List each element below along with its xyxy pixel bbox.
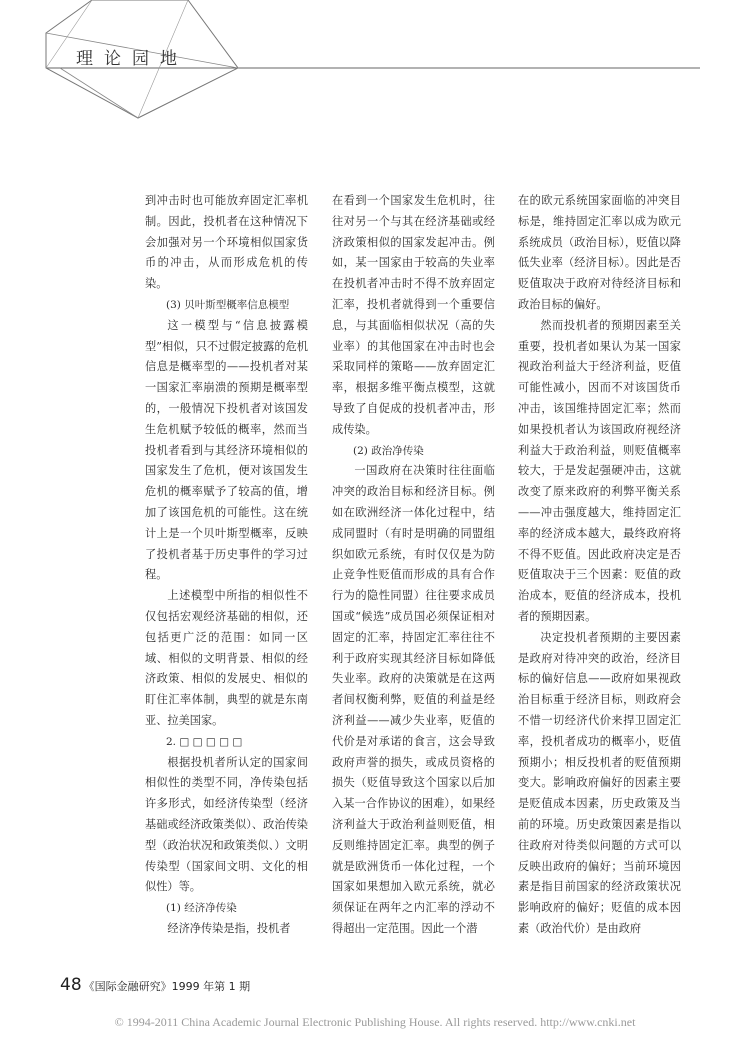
section-heading: 2. □ □ □ □ □ <box>166 735 243 748</box>
text-column-3 <box>518 191 681 940</box>
paragraph: 然而投机者的预期因素至关重要，投机者如果认为某一国家视政治利益大于经济利益，贬值可能性减小，因而不对该国货币冲击，该国维持固定汇率；然而如果投机者认为该国政府视经济利益大于政治利益，则贬值概率较大，于是发起强硬冲击，这就改变了原来政府的利弊平衡关系——冲击强度越大，维持固定汇率的经济成本越大，最终政府将不得不贬值。因此政府决定是否贬值取决于三个因素：贬值的政治成本，贬值的经济成本，投机者的预期因素。 <box>518 318 681 623</box>
paragraph: 上述模型中所指的相似性不仅包括宏观经济基础的相似，还包括更广泛的范围：如同一区域、相似的文明背景、相似的经济政策、相似的发展史、相似的盯住汇率体制，典型的就是东南亚、拉美国家。 <box>145 589 308 727</box>
section-heading: (3) 贝叶斯型概率信息模型 <box>166 298 290 311</box>
paragraph: 决定投机者预期的主要因素是政府对待冲突的政治，经济目标的偏好信息——政府如果视政治目标重于经济目标，则政府会不惜一切经济代价来捍卫固定汇率，投机者成功的概率小，贬值预期小；相反投机者的贬值预期变大。影响政府偏好的因素主要是贬值成本因素，历史政策及当前的环境。历史政策因素是指以往政府对待类似问题的方式可以反映出政府的偏好；当前环境因素是指目前国家的经济政策状况影响政府的偏好；贬值的成本因素（政治代价）是由政府 <box>518 630 681 935</box>
section-title: 理论园地 <box>76 49 188 69</box>
section-heading: (2) 政治净传染 <box>353 444 424 457</box>
paragraph: 在看到一个国家发生危机时，往往对另一个与其在经济基础或经济政策相似的国家发起冲击。例如，某一国家由于较高的失业率在投机者冲击时不得不放弃固定汇率，投机者就得到一个重要信息，与其面临相似状况（高的失业率）的其他国家在冲击时也会采取同样的策略——放弃固定汇率，根据多维平衡点模型，这就导致了自促成的投机者冲击，形成传染。 <box>332 194 495 436</box>
paragraph: 到冲击时也可能放弃固定汇率机制。因此，投机者在这种情况下会加强对另一个环境相似国家货币的冲击，从而形成危机的传染。 <box>145 194 308 291</box>
paragraph: 一国政府在决策时往往面临冲突的政治目标和经济目标。例如在欧洲经济一体化过程中，结成同盟时（有时是明确的同盟组织如欧元系统，有时仅仅是为防止竞争性贬值而形成的具有合作行为的隐性同盟）往往要求成员国或“候选”成员国必须保证相对固定的汇率，持固定汇率往往不利于政府实现其经济目标如降低失业率。政府的决策就是在这两者间权衡利弊，贬值的利益是经济利益——减少失业率，贬值的代价是对承诺的食言，这会导致政府声誉的损失，或成员资格的损失（贬值导致这个国家以后加入某一合作协议的困难），如果经济利益大于政治利益则贬值，相反则维持固定汇率。典型的例子就是欧洲货币一体化过程，一个国家如果想加入欧元系统，就必须保证在两年之内汇率的浮动不得超出一定范围。因此一个潜 <box>332 464 495 935</box>
journal-citation: 《国际金融研究》1999 年第 1 期 <box>83 980 251 993</box>
text-column-1 <box>145 191 308 940</box>
paragraph: 经济净传染是指，投机者 <box>167 921 291 935</box>
paragraph: 根据投机者所认定的国家间相似性的类型不同，净传染包括许多形式，如经济传染型（经济基础或经济政策类似）、政治传染型（政治状况和政策类似、）文明传染型（国家间文明、文化的相似性）等。 <box>145 755 308 894</box>
text-column-2 <box>332 191 495 940</box>
paragraph: 在的欧元系统国家面临的冲突目标是，维持固定汇率以成为欧元系统成员（政治目标），贬值以降低失业率（经济目标）。因此是否贬值取决于政府对待经济目标和政治目标的偏好。 <box>518 194 681 311</box>
page-footer <box>60 975 250 995</box>
copyright-notice: © 1994-2011 China Academic Journal Electronic Publishing House. All rights reserved. http://www.cnki.net <box>114 1015 636 1029</box>
page-number: 48 <box>60 975 82 995</box>
paragraph: 这一模型与“信息披露模型”相似，只不过假定披露的危机信息是概率型的——投机者对某一国家汇率崩溃的预期是概率型的，一般情况下投机者对该国发生危机赋予较低的概率，然而当投机者看到与其经济环境相似的国家发生了危机，便对该国发生危机的概率赋予了较高的值，增加了该国危机的可能性。这在统计上是一个贝叶斯型概率，反映了投机者基于历史事件的学习过程。 <box>145 318 308 582</box>
section-heading: (1) 经济净传染 <box>166 902 237 915</box>
